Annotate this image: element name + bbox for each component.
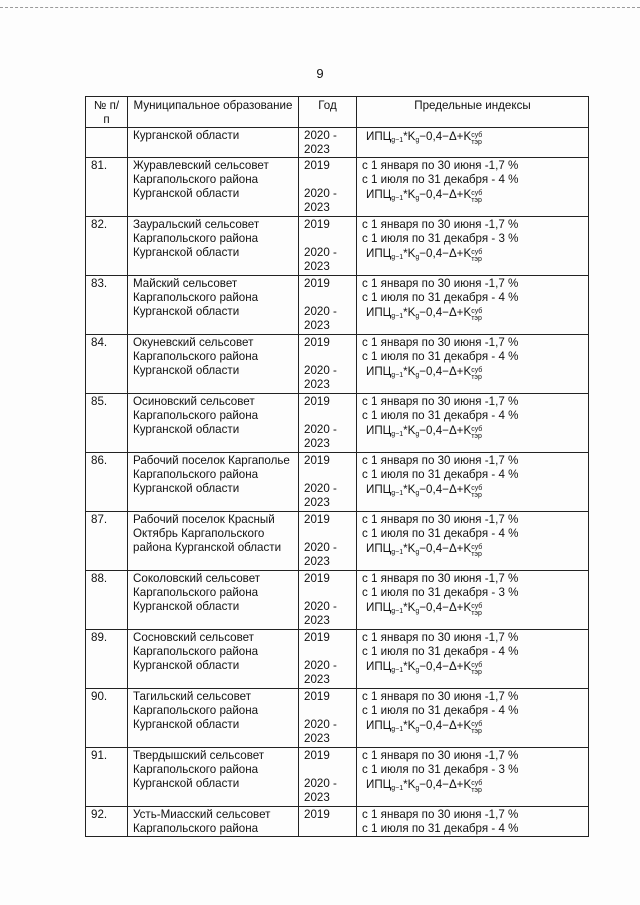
formula-rest: −0,4−Δ+K bbox=[419, 660, 472, 673]
row-number: 86. bbox=[86, 453, 128, 512]
formula-k-sup: суб bbox=[471, 603, 483, 610]
formula-k-sub2: тэр bbox=[471, 787, 482, 794]
index-period-second: с 1 июля по 31 декабря - 4 % bbox=[362, 822, 519, 835]
year-first: 2019 bbox=[304, 395, 330, 408]
table-body bbox=[86, 128, 589, 837]
formula-k-sup: суб bbox=[471, 367, 483, 374]
formula-k-sup: суб bbox=[471, 308, 483, 315]
row-number: 82. bbox=[86, 217, 128, 276]
scan-edge-line bbox=[0, 7, 640, 8]
year-second: 2020 - 2023 bbox=[304, 364, 337, 391]
year-second: 2020 - 2023 bbox=[304, 246, 337, 273]
year-second: 2020 - 2023 bbox=[304, 600, 337, 627]
row-number: 91. bbox=[86, 748, 128, 807]
table-row-91 bbox=[86, 748, 589, 807]
index-period-second: с 1 июля по 31 декабря - 4 % bbox=[362, 645, 519, 658]
year-second: 2020 - 2023 bbox=[304, 541, 337, 568]
formula-ipc-sub: g−1 bbox=[391, 254, 404, 261]
formula-k: *K bbox=[403, 660, 416, 673]
formula-rest: −0,4−Δ+K bbox=[419, 424, 472, 437]
table-row-81 bbox=[86, 158, 589, 217]
year-first: 2019 bbox=[304, 218, 330, 231]
index-cell bbox=[357, 158, 589, 217]
index-cell bbox=[357, 630, 589, 689]
index-period-first: с 1 января по 30 июня -1,7 % bbox=[362, 336, 519, 349]
formula-k-sub: g bbox=[415, 726, 420, 733]
year-cell bbox=[299, 335, 357, 394]
index-cell bbox=[357, 335, 589, 394]
index-period-second: с 1 июля по 31 декабря - 4 % bbox=[362, 291, 519, 304]
index-cell bbox=[357, 276, 589, 335]
year-cell bbox=[299, 748, 357, 807]
index-formula bbox=[362, 129, 583, 148]
municipality-name: Осиновский сельсовет Каргапольского района Курганской области bbox=[128, 394, 299, 453]
formula-k-sub2: тэр bbox=[471, 551, 482, 558]
index-period-second: с 1 июля по 31 декабря - 4 % bbox=[362, 173, 519, 186]
formula-rest: −0,4−Δ+K bbox=[419, 365, 472, 378]
year-first: 2019 bbox=[304, 749, 330, 762]
formula-k-sub2: тэр bbox=[471, 197, 482, 204]
index-cell bbox=[357, 128, 589, 158]
index-period-first: с 1 января по 30 июня -1,7 % bbox=[362, 631, 519, 644]
formula-rest: −0,4−Δ+K bbox=[419, 247, 472, 260]
index-period-first: с 1 января по 30 июня -1,7 % bbox=[362, 690, 519, 703]
index-period-first: с 1 января по 30 июня -1,7 % bbox=[362, 454, 519, 467]
index-formula bbox=[362, 718, 583, 737]
municipality-name: Курганской области bbox=[128, 128, 299, 158]
formula-k-sub: g bbox=[415, 372, 420, 379]
formula-k-sub2: тэр bbox=[471, 256, 482, 263]
formula-k: *K bbox=[403, 542, 416, 555]
year-cell bbox=[299, 217, 357, 276]
municipality-name: Майский сельсовет Каргапольского района Курганской области bbox=[128, 276, 299, 335]
index-period-second: с 1 июля по 31 декабря - 4 % bbox=[362, 468, 519, 481]
formula-ipc-sub: g−1 bbox=[391, 549, 404, 556]
table-row-continued bbox=[86, 128, 589, 158]
formula-rest: −0,4−Δ+K bbox=[419, 719, 472, 732]
formula-ipc-sub: g−1 bbox=[391, 490, 404, 497]
year-first: 2019 bbox=[304, 690, 330, 703]
formula-k-sub: g bbox=[415, 490, 420, 497]
index-cell bbox=[357, 512, 589, 571]
formula-k-sup: суб bbox=[471, 780, 483, 787]
formula-k-sub2: тэр bbox=[471, 728, 482, 735]
formula-rest: −0,4−Δ+K bbox=[419, 130, 472, 143]
formula-ipc: ИПЦ bbox=[366, 601, 392, 614]
formula-ipc: ИПЦ bbox=[366, 483, 392, 496]
formula-ipc-sub: g−1 bbox=[391, 137, 404, 144]
index-cell bbox=[357, 571, 589, 630]
formula-k-sub2: тэр bbox=[471, 374, 482, 381]
index-cell bbox=[357, 394, 589, 453]
formula-k: *K bbox=[403, 483, 416, 496]
row-number: 90. bbox=[86, 689, 128, 748]
index-table bbox=[85, 96, 589, 837]
index-period-first: с 1 января по 30 июня -1,7 % bbox=[362, 513, 519, 526]
formula-ipc: ИПЦ bbox=[366, 130, 392, 143]
year-second: 2020 - 2023 bbox=[304, 718, 337, 745]
index-formula bbox=[362, 777, 583, 796]
formula-k: *K bbox=[403, 719, 416, 732]
formula-ipc-sub: g−1 bbox=[391, 667, 404, 674]
index-period-second: с 1 июля по 31 декабря - 4 % bbox=[362, 704, 519, 717]
row-number: 89. bbox=[86, 630, 128, 689]
formula-k-sup: суб bbox=[471, 721, 483, 728]
index-formula bbox=[362, 246, 583, 265]
municipality-name: Тагильский сельсовет Каргапольского района Курганской области bbox=[128, 689, 299, 748]
formula-k-sup: суб bbox=[471, 426, 483, 433]
formula-ipc: ИПЦ bbox=[366, 424, 392, 437]
formula-k-sub: g bbox=[415, 608, 420, 615]
formula-k-sup: суб bbox=[471, 662, 483, 669]
formula-ipc: ИПЦ bbox=[366, 778, 392, 791]
formula-ipc-sub: g−1 bbox=[391, 608, 404, 615]
index-period-first: с 1 января по 30 июня -1,7 % bbox=[362, 749, 519, 762]
table-row-90 bbox=[86, 689, 589, 748]
formula-k: *K bbox=[403, 365, 416, 378]
header-index: Предельные индексы bbox=[357, 97, 589, 128]
formula-rest: −0,4−Δ+K bbox=[419, 542, 472, 555]
year-first: 2020 - 2023 bbox=[304, 129, 337, 156]
year-second: 2020 - 2023 bbox=[304, 305, 337, 332]
formula-ipc-sub: g−1 bbox=[391, 313, 404, 320]
municipality-name: Окуневский сельсовет Каргапольского района Курганской области bbox=[128, 335, 299, 394]
formula-ipc-sub: g−1 bbox=[391, 785, 404, 792]
year-first: 2019 bbox=[304, 572, 330, 585]
formula-k: *K bbox=[403, 601, 416, 614]
formula-k-sub: g bbox=[415, 431, 420, 438]
header-year: Год bbox=[299, 97, 357, 128]
formula-k: *K bbox=[403, 247, 416, 260]
municipality-name: Журавлевский сельсовет Каргапольского района Курганской области bbox=[128, 158, 299, 217]
formula-k-sup: суб bbox=[471, 190, 483, 197]
year-first: 2019 bbox=[304, 454, 330, 467]
municipality-name: Рабочий поселок Каргаполье Каргапольского района Курганской области bbox=[128, 453, 299, 512]
year-second: 2020 - 2023 bbox=[304, 482, 337, 509]
index-cell bbox=[357, 748, 589, 807]
formula-k: *K bbox=[403, 424, 416, 437]
year-first: 2019 bbox=[304, 808, 330, 821]
index-formula bbox=[362, 600, 583, 619]
index-cell bbox=[357, 807, 589, 837]
table-row-92 bbox=[86, 807, 589, 837]
year-cell bbox=[299, 394, 357, 453]
year-cell bbox=[299, 807, 357, 837]
index-formula bbox=[362, 659, 583, 678]
formula-ipc: ИПЦ bbox=[366, 188, 392, 201]
row-number: 81. bbox=[86, 158, 128, 217]
formula-rest: −0,4−Δ+K bbox=[419, 188, 472, 201]
row-number: 92. bbox=[86, 807, 128, 837]
municipality-name: Твердышский сельсовет Каргапольского района Курганской области bbox=[128, 748, 299, 807]
year-second: 2020 - 2023 bbox=[304, 659, 337, 686]
index-period-second: с 1 июля по 31 декабря - 3 % bbox=[362, 763, 519, 776]
row-number: 85. bbox=[86, 394, 128, 453]
header-name: Муниципальное образование bbox=[128, 97, 299, 128]
year-first: 2019 bbox=[304, 159, 330, 172]
formula-k-sub: g bbox=[415, 137, 420, 144]
index-formula bbox=[362, 187, 583, 206]
index-period-second: с 1 июля по 31 декабря - 4 % bbox=[362, 409, 519, 422]
formula-ipc: ИПЦ bbox=[366, 365, 392, 378]
index-formula bbox=[362, 364, 583, 383]
index-period-first: с 1 января по 30 июня -1,7 % bbox=[362, 395, 519, 408]
formula-rest: −0,4−Δ+K bbox=[419, 483, 472, 496]
year-cell bbox=[299, 571, 357, 630]
year-cell bbox=[299, 512, 357, 571]
year-second: 2020 - 2023 bbox=[304, 423, 337, 450]
formula-k-sub2: тэр bbox=[471, 669, 482, 676]
year-first: 2019 bbox=[304, 277, 330, 290]
formula-k-sub: g bbox=[415, 313, 420, 320]
formula-k-sub: g bbox=[415, 549, 420, 556]
index-cell bbox=[357, 453, 589, 512]
formula-k-sub: g bbox=[415, 667, 420, 674]
page-number: 9 bbox=[316, 66, 324, 81]
year-first: 2019 bbox=[304, 513, 330, 526]
formula-k-sub: g bbox=[415, 195, 420, 202]
index-period-first: с 1 января по 30 июня -1,7 % bbox=[362, 808, 519, 821]
row-number: 88. bbox=[86, 571, 128, 630]
index-period-second: с 1 июля по 31 декабря - 3 % bbox=[362, 586, 519, 599]
formula-ipc-sub: g−1 bbox=[391, 431, 404, 438]
formula-k: *K bbox=[403, 306, 416, 319]
municipality-name: Зауральский сельсовет Каргапольского района Курганской области bbox=[128, 217, 299, 276]
year-first: 2019 bbox=[304, 631, 330, 644]
index-period-first: с 1 января по 30 июня -1,7 % bbox=[362, 277, 519, 290]
table-row-83 bbox=[86, 276, 589, 335]
formula-rest: −0,4−Δ+K bbox=[419, 306, 472, 319]
formula-k-sub: g bbox=[415, 254, 420, 261]
year-cell bbox=[299, 689, 357, 748]
formula-ipc: ИПЦ bbox=[366, 719, 392, 732]
formula-k-sub2: тэр bbox=[471, 433, 482, 440]
header-num: № п/п bbox=[86, 97, 128, 128]
table-row-86 bbox=[86, 453, 589, 512]
table-header-row bbox=[86, 97, 589, 128]
year-cell bbox=[299, 453, 357, 512]
index-formula bbox=[362, 482, 583, 501]
table-row-82 bbox=[86, 217, 589, 276]
index-cell bbox=[357, 217, 589, 276]
formula-k-sup: суб bbox=[471, 249, 483, 256]
formula-ipc-sub: g−1 bbox=[391, 372, 404, 379]
index-cell bbox=[357, 689, 589, 748]
index-period-second: с 1 июля по 31 декабря - 4 % bbox=[362, 527, 519, 540]
formula-k: *K bbox=[403, 778, 416, 791]
formula-k-sub2: тэр bbox=[471, 139, 482, 146]
index-period-first: с 1 января по 30 июня -1,7 % bbox=[362, 218, 519, 231]
municipality-name: Усть-Миасский сельсовет Каргапольского района bbox=[128, 807, 299, 837]
formula-k-sub2: тэр bbox=[471, 610, 482, 617]
row-number: 84. bbox=[86, 335, 128, 394]
formula-k: *K bbox=[403, 130, 416, 143]
formula-ipc: ИПЦ bbox=[366, 542, 392, 555]
formula-ipc-sub: g−1 bbox=[391, 726, 404, 733]
municipality-name: Соколовский сельсовет Каргапольского района Курганской области bbox=[128, 571, 299, 630]
municipality-name: Рабочий поселок Красный Октябрь Каргапольского района Курганской области bbox=[128, 512, 299, 571]
index-period-first: с 1 января по 30 июня -1,7 % bbox=[362, 159, 519, 172]
table-row-88 bbox=[86, 571, 589, 630]
year-second: 2020 - 2023 bbox=[304, 777, 337, 804]
year-cell bbox=[299, 276, 357, 335]
index-formula bbox=[362, 305, 583, 324]
formula-ipc: ИПЦ bbox=[366, 660, 392, 673]
formula-k-sub2: тэр bbox=[471, 492, 482, 499]
formula-rest: −0,4−Δ+K bbox=[419, 601, 472, 614]
formula-rest: −0,4−Δ+K bbox=[419, 778, 472, 791]
year-second: 2020 - 2023 bbox=[304, 187, 337, 214]
year-cell bbox=[299, 128, 357, 158]
index-period-second: с 1 июля по 31 декабря - 4 % bbox=[362, 350, 519, 363]
formula-k-sup: суб bbox=[471, 132, 483, 139]
year-cell bbox=[299, 630, 357, 689]
row-number bbox=[86, 128, 128, 158]
formula-k-sub2: тэр bbox=[471, 315, 482, 322]
index-period-second: с 1 июля по 31 декабря - 3 % bbox=[362, 232, 519, 245]
formula-k-sup: суб bbox=[471, 544, 483, 551]
row-number: 83. bbox=[86, 276, 128, 335]
year-first: 2019 bbox=[304, 336, 330, 349]
formula-k-sub: g bbox=[415, 785, 420, 792]
index-period-first: с 1 января по 30 июня -1,7 % bbox=[362, 572, 519, 585]
formula-ipc: ИПЦ bbox=[366, 247, 392, 260]
formula-k-sup: суб bbox=[471, 485, 483, 492]
year-cell bbox=[299, 158, 357, 217]
formula-ipc: ИПЦ bbox=[366, 306, 392, 319]
formula-k: *K bbox=[403, 188, 416, 201]
index-formula bbox=[362, 423, 583, 442]
table-row-84 bbox=[86, 335, 589, 394]
table-row-89 bbox=[86, 630, 589, 689]
index-formula bbox=[362, 541, 583, 560]
row-number: 87. bbox=[86, 512, 128, 571]
formula-ipc-sub: g−1 bbox=[391, 195, 404, 202]
municipality-name: Сосновский сельсовет Каргапольского района Курганской области bbox=[128, 630, 299, 689]
table-row-87 bbox=[86, 512, 589, 571]
table-row-85 bbox=[86, 394, 589, 453]
